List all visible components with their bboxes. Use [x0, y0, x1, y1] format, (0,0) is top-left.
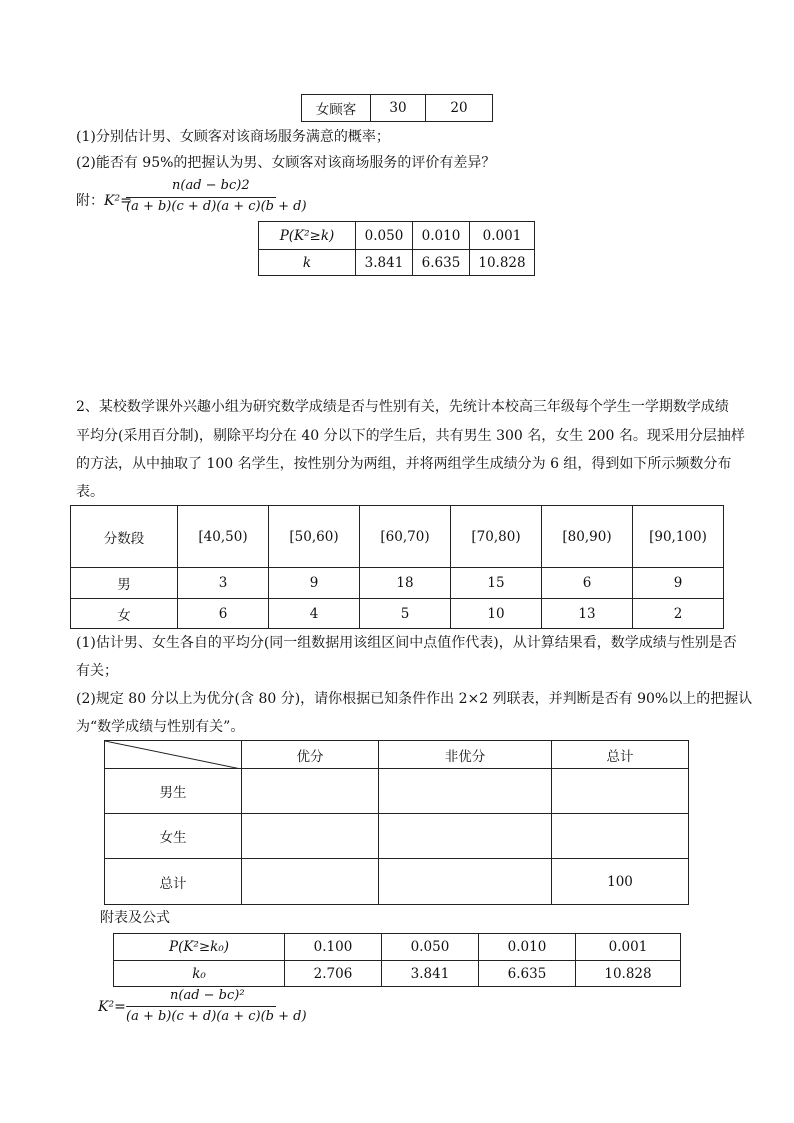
table-cell: 10	[451, 599, 542, 629]
q2-critical-table	[113, 933, 681, 987]
table-cell: P(K²≥k₀)	[114, 934, 285, 961]
table-cell: 13	[542, 599, 633, 629]
q1-formula	[76, 178, 307, 218]
q2-stem-line: 表。	[76, 484, 104, 500]
q1-critical-table	[258, 221, 535, 276]
table-cell: [60,70)	[360, 506, 451, 568]
fraction-bar	[126, 197, 276, 198]
table-cell: 9	[269, 568, 360, 599]
table-cell: 分数段	[71, 506, 178, 568]
table-cell: 6	[178, 599, 269, 629]
table-cell	[552, 814, 689, 859]
table-cell: 2	[633, 599, 724, 629]
table-cell: 0.001	[576, 934, 681, 961]
q2-stem-line: 平均分(采用百分制)，剔除平均分在 40 分以下的学生后，共有男生 300 名，女生 200 名。现采用分层抽样	[76, 428, 745, 444]
fraction-bar	[126, 1006, 276, 1007]
table-cell: 女顾客	[302, 95, 371, 122]
table-cell: 100	[552, 859, 689, 905]
table-cell	[379, 859, 552, 905]
q1-sub1: (1)分别估计男、女顾客对该商场服务满意的概率；	[76, 129, 390, 145]
table-cell: 总计	[105, 859, 242, 905]
table-cell: 优分	[242, 741, 379, 769]
table-cell: 10.828	[470, 250, 535, 276]
table-cell: 男	[71, 568, 178, 599]
table-cell: k	[259, 250, 356, 276]
q2-sub2-line: 为“数学成绩与性别有关”。	[76, 719, 245, 735]
table-cell: 3.841	[356, 250, 413, 276]
table-cell: 6	[542, 568, 633, 599]
q2-stem-line: 2、某校数学课外兴趣小组为研究数学成绩是否与性别有关，先统计本校高三年级每个学生一学期数学成绩	[76, 399, 729, 415]
formula-lhs: K²=	[98, 999, 126, 1015]
table-cell: [50,60)	[269, 506, 360, 568]
q2-sub1-line: 有关；	[76, 663, 118, 679]
survey-table-fragment	[301, 94, 493, 122]
table-cell: 0.100	[285, 934, 382, 961]
appendix-title: 附表及公式	[100, 910, 170, 926]
table-cell	[242, 769, 379, 814]
formula-denominator: (a + b)(c + d)(a + c)(b + d)	[126, 199, 307, 214]
q2-sub2-line: (2)规定 80 分以上为优分(含 80 分)，请你根据已知条件作出 2×2 列联表，并判断是否有 90%以上的把握认	[76, 691, 753, 707]
table-cell: 6.635	[413, 250, 470, 276]
table-cell: 9	[633, 568, 724, 599]
formula-denominator: (a + b)(c + d)(a + c)(b + d)	[126, 1009, 307, 1024]
table-cell: 女生	[105, 814, 242, 859]
appendix-label: 附：	[76, 193, 104, 209]
table-cell: 3.841	[382, 961, 479, 987]
table-cell: 2.706	[285, 961, 382, 987]
table-cell: 5	[360, 599, 451, 629]
q1-sub2: (2)能否有 95%的把握认为男、女顾客对该商场服务的评价有差异？	[76, 155, 496, 171]
formula-numerator: n(ad − bc)2	[172, 178, 250, 193]
table-cell: 0.010	[413, 222, 470, 250]
table-cell: 18	[360, 568, 451, 599]
table-cell	[552, 769, 689, 814]
table-cell: 0.001	[470, 222, 535, 250]
table-cell: 男生	[105, 769, 242, 814]
table-cell: 0.050	[356, 222, 413, 250]
table-cell: 0.010	[479, 934, 576, 961]
table-cell: 0.050	[382, 934, 479, 961]
table-cell	[379, 814, 552, 859]
table-cell: P(K²≥k)	[259, 222, 356, 250]
table-cell	[242, 814, 379, 859]
table-cell: 15	[451, 568, 542, 599]
table-cell: 总计	[552, 741, 689, 769]
diagonal-header-cell	[105, 741, 242, 769]
table-cell: 20	[426, 95, 493, 122]
contingency-table	[104, 740, 689, 905]
frequency-table	[70, 505, 724, 629]
table-cell: [90,100)	[633, 506, 724, 568]
table-cell: 女	[71, 599, 178, 629]
table-cell	[379, 769, 552, 814]
table-cell: 30	[371, 95, 426, 122]
table-cell: 非优分	[379, 741, 552, 769]
q2-formula	[98, 988, 307, 1030]
formula-lhs: K²=	[104, 193, 132, 209]
q2-stem-line: 的方法，从中抽取了 100 名学生，按性别分为两组，并将两组学生成绩分为 6 组，得到如下所示频数分布	[76, 456, 732, 472]
table-cell: 6.635	[479, 961, 576, 987]
table-cell: [80,90)	[542, 506, 633, 568]
table-cell: 3	[178, 568, 269, 599]
table-cell: 10.828	[576, 961, 681, 987]
q2-sub1-line: (1)估计男、女生各自的平均分(同一组数据用该组区间中点值作代表)，从计算结果看，数学成绩与性别是否	[76, 635, 737, 651]
table-cell: [70,80)	[451, 506, 542, 568]
table-cell	[242, 859, 379, 905]
formula-numerator: n(ad − bc)²	[170, 988, 245, 1003]
diagonal-line	[105, 741, 241, 769]
table-cell: [40,50)	[178, 506, 269, 568]
table-cell: 4	[269, 599, 360, 629]
table-cell: k₀	[114, 961, 285, 987]
